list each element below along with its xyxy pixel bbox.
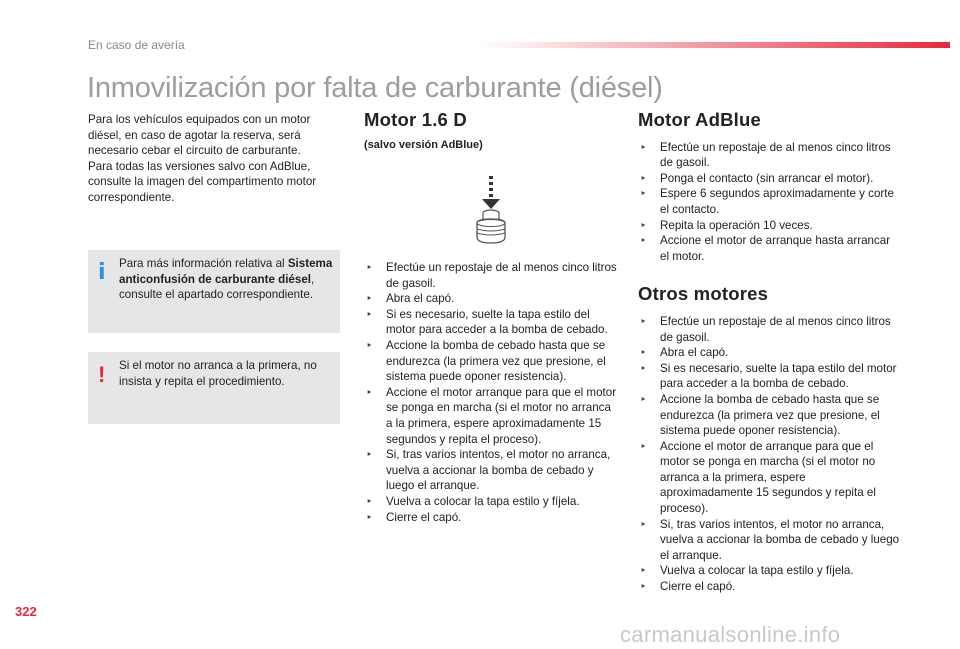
step-item: ‣ Efectúe un repostaje de al menos cinco litros de gasoil. — [638, 140, 900, 171]
step-item: ‣ Abra el capó. — [638, 345, 900, 361]
step-item: ‣ Ponga el contacto (sin arrancar el motor). — [638, 171, 900, 187]
adblue-heading: Motor AdBlue — [638, 109, 761, 130]
motor-16d-subtitle: (salvo versión AdBlue) — [364, 138, 483, 151]
info-text-end: , consulte el apartado correspondiente. — [119, 272, 315, 302]
intro-text — [88, 112, 338, 206]
step-item: ‣ Accione el motor arranque para que el motor se ponga en marcha (si el motor no arranca a la primera, espere aproximadamente 15 segundos y repita el proceso). — [364, 385, 619, 447]
info-text-start: Para más información relativa al — [119, 257, 288, 270]
adblue-steps — [638, 140, 900, 265]
intro-paragraph: Para todas las versiones salvo con AdBlue, consulte la imagen del compartimento motor correspondiente. — [88, 159, 317, 204]
step-item: ‣ Si es necesario, suelte la tapa estilo del motor para acceder a la bomba de cebado. — [638, 361, 900, 392]
warning-box-text: Si el motor no arranca a la primera, no insista y repita el procedimiento. — [119, 359, 317, 388]
step-item: ‣ Abra el capó. — [364, 291, 619, 307]
motor-adblue-section — [638, 109, 900, 595]
page-title: Inmovilización por falta de carburante (diésel) — [87, 72, 663, 104]
warning-icon: ! — [98, 362, 106, 387]
step-item: ‣ Accione la bomba de cebado hasta que se endurezca (la primera vez que presione, el sistema puede oponer resistencia). — [638, 392, 900, 439]
step-item: ‣ Si es necesario, suelte la tapa estilo del motor para acceder a la bomba de cebado. — [364, 307, 619, 338]
info-box-text — [119, 256, 334, 303]
info-link-text: Sistema anticonfusión de carburante diésel — [119, 257, 333, 286]
warning-box — [88, 352, 340, 424]
otros-motores-heading: Otros motores — [638, 283, 769, 305]
step-item: ‣ Espere 6 segundos aproximadamente y corte el contacto. — [638, 186, 900, 217]
step-item: ‣ Cierre el capó. — [638, 579, 900, 595]
step-item: ‣ Vuelva a colocar la tapa estilo y fíjela. — [638, 563, 900, 579]
step-item: ‣ Si, tras varios intentos, el motor no arranca, vuelva a accionar la bomba de cebado y luego el arranque. — [638, 517, 900, 564]
info-icon: i — [98, 260, 106, 285]
step-item: ‣ Si, tras varios intentos, el motor no arranca, vuelva a accionar la bomba de cebado y luego el arranque. — [364, 447, 619, 494]
step-item: ‣ Efectúe un repostaje de al menos cinco litros de gasoil. — [638, 314, 900, 345]
step-item: ‣ Accione la bomba de cebado hasta que se endurezca (la primera vez que presione, el sistema puede oponer resistencia). — [364, 338, 619, 385]
step-item: ‣ Repita la operación 10 veces. — [638, 218, 900, 234]
motor-16d-steps — [364, 260, 619, 525]
otros-motores-steps — [638, 314, 900, 595]
step-item: ‣ Efectúe un repostaje de al menos cinco litros de gasoil. — [364, 260, 619, 291]
info-box — [88, 250, 340, 333]
priming-pump-icon — [470, 175, 512, 247]
header-accent-bar — [480, 42, 950, 48]
intro-paragraph: Para los vehículos equipados con un motor diésel, en caso de agotar la reserva, será necesario cebar el circuito de carburante. — [88, 113, 311, 158]
step-item: ‣ Cierre el capó. — [364, 510, 619, 526]
section-label: En caso de avería — [88, 38, 185, 52]
step-item: ‣ Vuelva a colocar la tapa estilo y fíjela. — [364, 494, 619, 510]
page-number: 322 — [15, 604, 37, 619]
watermark-text: carmanualsonline.info — [620, 622, 841, 647]
motor-16d-section — [364, 109, 619, 524]
step-item: ‣ Accione el motor de arranque hasta arrancar el motor. — [638, 233, 900, 264]
step-item: ‣ Accione el motor de arranque para que el motor se ponga en marcha (si el motor no arranca a la primera, espere aproximadamente 15 segundos y repita el proceso). — [638, 439, 900, 517]
motor-16d-heading: Motor 1.6 D — [364, 109, 467, 130]
